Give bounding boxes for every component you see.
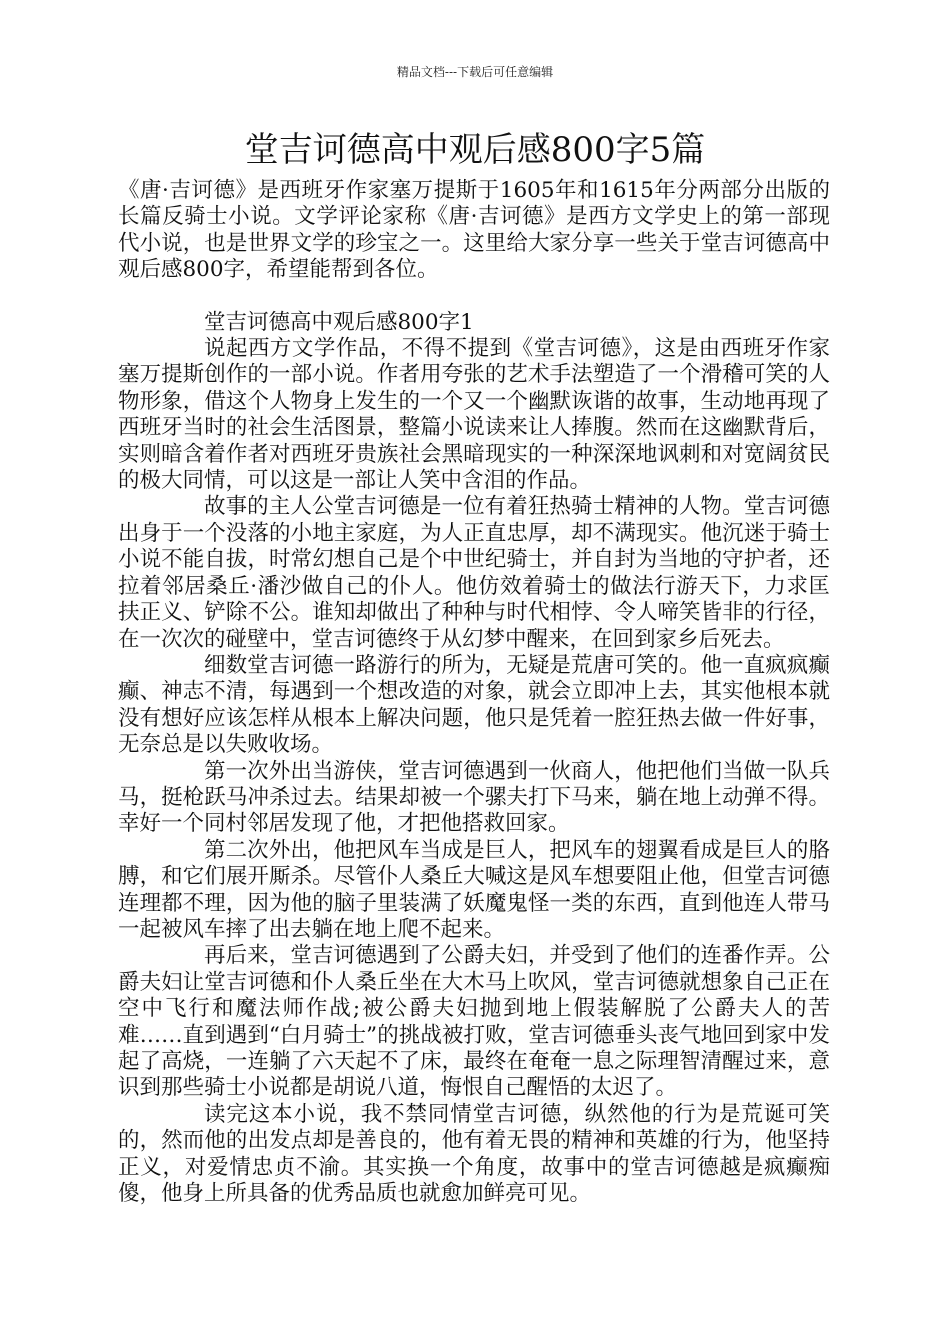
page-header: 精品文档---下载后可任意编辑	[396, 65, 554, 79]
body-paragraph: 第一次外出当游侠，堂吉诃德遇到一伙商人，他把他们当做一队兵马，挺枪跃马冲杀过去。结果却被一个骡夫打下马来，躺在地上动弹不得。幸好一个同村邻居发现了他，才把他搭救回家。	[118, 758, 830, 837]
body-paragraph: 读完这本小说，我不禁同情堂吉诃德，纵然他的行为是荒诞可笑的，然而他的出发点却是善良的，他有着无畏的精神和英雄的行为，他坚持正义，对爱情忠贞不渝。其实换一个角度，故事中的堂吉诃德越是疯癫痴傻，他身上所具备的优秀品质也就愈加鲜亮可见。	[118, 1101, 830, 1207]
document-body	[118, 178, 830, 1207]
body-paragraph: 再后来，堂吉诃德遇到了公爵夫妇，并受到了他们的连番作弄。公爵夫妇让堂吉诃德和仆人桑丘坐在大木马上吹风，堂吉诃德就想象自己正在空中飞行和魔法师作战;被公爵夫妇抛到地上假装解脱了公爵夫人的苦难……直到遇到“白月骑士”的挑战被打败，堂吉诃德垂头丧气地回到家中发起了高烧，一连躺了六天起不了床，最终在奄奄一息之际理智清醒过来，意识到那些骑士小说都是胡说八道，悔恨自己醒悟的太迟了。	[118, 943, 830, 1101]
intro-paragraph: 《唐·吉诃德》是西班牙作家塞万提斯于1605年和1615年分两部分出版的长篇反骑士小说。文学评论家称《唐·吉诃德》是西方文学史上的第一部现代小说，也是世界文学的珍宝之一。这里给大家分享一些关于堂吉诃德高中观后感800字，希望能帮到各位。	[118, 178, 830, 283]
body-paragraph: 第二次外出，他把风车当成是巨人，把风车的翅翼看成是巨人的胳膊，和它们展开厮杀。尽管仆人桑丘大喊这是风车想要阻止他，但堂吉诃德连理都不理，因为他的脑子里装满了妖魔鬼怪一类的东西，直到他连人带马一起被风车摔了出去躺在地上爬不起来。	[118, 837, 830, 942]
document-title: 堂吉诃德高中观后感800字5篇	[244, 130, 706, 170]
body-paragraph: 故事的主人公堂吉诃德是一位有着狂热骑士精神的人物。堂吉诃德出身于一个没落的小地主家庭，为人正直忠厚，却不满现实。他沉迷于骑士小说不能自拔，时常幻想自己是个中世纪骑士，并自封为当地的守护者，还拉着邻居桑丘·潘沙做自己的仆人。他仿效着骑士的做法行游天下，力求匡扶正义、铲除不公。谁知却做出了种种与时代相悖、令人啼笑皆非的行径，在一次次的碰壁中，堂吉诃德终于从幻梦中醒来，在回到家乡后死去。	[118, 494, 830, 652]
section-heading: 堂吉诃德高中观后感800字1	[204, 309, 474, 335]
body-paragraph: 细数堂吉诃德一路游行的所为，无疑是荒唐可笑的。他一直疯疯癫癫、神志不清，每遇到一个想改造的对象，就会立即冲上去，其实他根本就没有想好应该怎样从根本上解决问题，他只是凭着一腔狂热去做一件好事，无奈总是以失败收场。	[118, 652, 830, 758]
body-paragraph: 说起西方文学作品，不得不提到《堂吉诃德》，这是由西班牙作家塞万提斯创作的一部小说。作者用夸张的艺术手法塑造了一个滑稽可笑的人物形象，借这个人物身上发生的一个又一个幽默诙谐的故事，生动地再现了西班牙当时的社会生活图景，整篇小说读来让人捧腹。然而在这幽默背后，实则暗含着作者对西班牙贵族社会黑暗现实的一种深深地讽刺和对宽阔贫民的极大同情，可以这是一部让人笑中含泪的作品。	[118, 336, 830, 494]
